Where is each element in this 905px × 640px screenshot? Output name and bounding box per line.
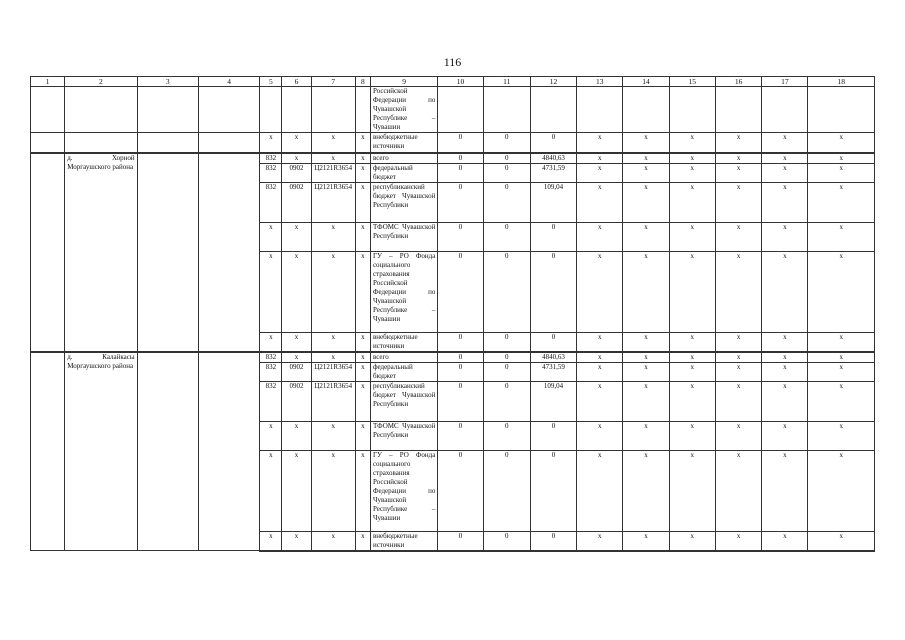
table-cell: x bbox=[355, 531, 370, 551]
table-cell: x bbox=[577, 163, 623, 182]
column-header: 3 bbox=[137, 77, 198, 87]
table-cell: x bbox=[762, 421, 808, 450]
column-header: 16 bbox=[715, 77, 761, 87]
table-cell: x bbox=[808, 332, 875, 352]
table-cell: 109,04 bbox=[530, 182, 576, 222]
table-cell: x bbox=[669, 222, 715, 251]
table-cell: 0902 bbox=[282, 381, 311, 421]
table-cell bbox=[137, 352, 198, 551]
table-body bbox=[31, 77, 875, 551]
table-cell: x bbox=[715, 251, 761, 332]
table-cell: x bbox=[762, 133, 808, 153]
table-cell: 0 bbox=[438, 421, 483, 450]
table-cell: x bbox=[762, 182, 808, 222]
table-cell: 0 bbox=[483, 332, 530, 352]
table-cell: 0 bbox=[530, 531, 576, 551]
table-cell: x bbox=[623, 133, 669, 153]
table-cell: x bbox=[762, 450, 808, 531]
table-cell: x bbox=[808, 153, 875, 164]
table-cell: x bbox=[355, 251, 370, 332]
source-cell: федеральный бюджет bbox=[370, 362, 437, 381]
column-header: 17 bbox=[762, 77, 808, 87]
table-cell: x bbox=[623, 421, 669, 450]
table-cell: x bbox=[282, 251, 311, 332]
table-cell: 0 bbox=[483, 133, 530, 153]
table-cell: x bbox=[577, 222, 623, 251]
source-cell: республиканский бюджет Чувашской Республики bbox=[370, 381, 437, 421]
table-cell bbox=[577, 87, 623, 133]
table-cell: 0902 bbox=[282, 163, 311, 182]
settlement-name: д. Хорной Моргаушского района bbox=[65, 153, 137, 352]
table-cell: x bbox=[577, 352, 623, 363]
table-cell: x bbox=[355, 332, 370, 352]
table-cell: x bbox=[282, 153, 311, 164]
table-cell: x bbox=[282, 133, 311, 153]
table-cell: 0 bbox=[438, 251, 483, 332]
table-cell: 832 bbox=[260, 352, 282, 363]
code-cell: x bbox=[311, 222, 355, 251]
table-cell: x bbox=[715, 332, 761, 352]
table-cell: 0902 bbox=[282, 182, 311, 222]
column-header: 13 bbox=[577, 77, 623, 87]
source-cell: всего bbox=[370, 153, 437, 164]
table-cell: 0 bbox=[438, 352, 483, 363]
table-cell: 0 bbox=[483, 222, 530, 251]
table-cell: x bbox=[762, 531, 808, 551]
table-cell: x bbox=[669, 163, 715, 182]
table-cell: x bbox=[669, 153, 715, 164]
table-cell: 0 bbox=[438, 153, 483, 164]
table-row bbox=[31, 87, 875, 133]
table-cell: x bbox=[762, 352, 808, 363]
table-cell: x bbox=[623, 222, 669, 251]
table-cell: x bbox=[260, 531, 282, 551]
table-cell bbox=[198, 133, 259, 153]
table-cell: x bbox=[577, 362, 623, 381]
table-cell: x bbox=[715, 163, 761, 182]
table-cell: x bbox=[669, 381, 715, 421]
table-cell: x bbox=[762, 222, 808, 251]
code-cell: Ц2121R3654 bbox=[311, 182, 355, 222]
column-header: 12 bbox=[530, 77, 576, 87]
table-cell: 0 bbox=[483, 531, 530, 551]
source-cell: внебюджетные источники bbox=[370, 531, 437, 551]
table-cell: x bbox=[715, 362, 761, 381]
table-cell bbox=[198, 153, 259, 352]
table-cell bbox=[137, 87, 198, 133]
settlement-name: д. Калайкасы Моргаушского района bbox=[65, 352, 137, 551]
table-cell: x bbox=[260, 133, 282, 153]
table-cell bbox=[483, 87, 530, 133]
table-cell bbox=[808, 87, 875, 133]
source-cell: республиканский бюджет Чувашской Республики bbox=[370, 182, 437, 222]
table-cell: x bbox=[577, 450, 623, 531]
table-cell: 0 bbox=[438, 163, 483, 182]
table-cell: x bbox=[762, 163, 808, 182]
table-cell: x bbox=[577, 133, 623, 153]
column-header: 15 bbox=[669, 77, 715, 87]
table-cell: 0 bbox=[438, 332, 483, 352]
table-cell bbox=[31, 133, 65, 153]
table-cell bbox=[623, 87, 669, 133]
table-cell: 0 bbox=[530, 450, 576, 531]
table-cell bbox=[669, 87, 715, 133]
table-cell: 832 bbox=[260, 362, 282, 381]
table-cell: x bbox=[762, 381, 808, 421]
table-cell: 0 bbox=[483, 352, 530, 363]
table-cell: x bbox=[577, 153, 623, 164]
column-header: 6 bbox=[282, 77, 311, 87]
code-cell: x bbox=[311, 531, 355, 551]
table-cell: 0 bbox=[483, 381, 530, 421]
table-cell: 4840,63 bbox=[530, 153, 576, 164]
table-cell: x bbox=[669, 421, 715, 450]
table-cell: x bbox=[623, 450, 669, 531]
table-cell: x bbox=[355, 381, 370, 421]
table-cell: 0 bbox=[530, 133, 576, 153]
table-cell: x bbox=[715, 182, 761, 222]
column-header: 7 bbox=[311, 77, 355, 87]
table-cell: x bbox=[282, 332, 311, 352]
table-cell: 0 bbox=[483, 421, 530, 450]
table-cell: 0 bbox=[530, 251, 576, 332]
table-cell: x bbox=[715, 352, 761, 363]
table-cell: x bbox=[260, 222, 282, 251]
header-row bbox=[31, 77, 875, 87]
code-cell: x bbox=[311, 153, 355, 164]
source-cell: федеральный бюджет bbox=[370, 163, 437, 182]
table-cell: 4731,59 bbox=[530, 362, 576, 381]
table-cell: x bbox=[808, 182, 875, 222]
table-cell bbox=[715, 87, 761, 133]
page-number: 116 bbox=[443, 55, 462, 69]
column-header: 8 bbox=[355, 77, 370, 87]
source-cell: ГУ – РО Фонда социального страхования Российской Федерации по Чувашской Республике – Чувашии bbox=[370, 450, 437, 531]
table-cell: x bbox=[623, 182, 669, 222]
code-cell: Ц2121R3654 bbox=[311, 381, 355, 421]
table-cell: x bbox=[577, 381, 623, 421]
table-cell: x bbox=[355, 163, 370, 182]
table-cell: 0 bbox=[438, 182, 483, 222]
code-cell: x bbox=[311, 251, 355, 332]
table-cell: x bbox=[355, 222, 370, 251]
column-header: 10 bbox=[438, 77, 483, 87]
table-cell: x bbox=[808, 352, 875, 363]
table-cell bbox=[137, 153, 198, 352]
table-cell: 0 bbox=[530, 222, 576, 251]
table-cell: 0 bbox=[438, 133, 483, 153]
table-cell: x bbox=[623, 531, 669, 551]
table-cell: x bbox=[311, 133, 355, 153]
table-cell: x bbox=[355, 352, 370, 363]
budget-table bbox=[30, 76, 875, 552]
table-cell: x bbox=[355, 421, 370, 450]
table-row bbox=[31, 133, 875, 153]
column-header: 14 bbox=[623, 77, 669, 87]
source-cell: Российской Федерации по Чувашской Республике – Чувашии bbox=[370, 87, 437, 133]
table-cell: 832 bbox=[260, 163, 282, 182]
table-cell bbox=[31, 87, 65, 133]
column-header: 1 bbox=[31, 77, 65, 87]
code-cell: Ц2121R3654 bbox=[311, 163, 355, 182]
table-cell: x bbox=[623, 153, 669, 164]
table-cell: x bbox=[577, 421, 623, 450]
table-cell: x bbox=[808, 381, 875, 421]
table-cell: x bbox=[669, 251, 715, 332]
source-cell: внебюджетные источники bbox=[370, 332, 437, 352]
table-cell: x bbox=[623, 332, 669, 352]
table-cell: x bbox=[282, 531, 311, 551]
table-cell: 0 bbox=[483, 362, 530, 381]
table-cell: x bbox=[669, 531, 715, 551]
column-header: 18 bbox=[808, 77, 875, 87]
table-cell: x bbox=[808, 222, 875, 251]
source-cell: ГУ – РО Фонда социального страхования Российской Федерации по Чувашской Республике – Чувашии bbox=[370, 251, 437, 332]
table-cell: x bbox=[355, 362, 370, 381]
table-cell: x bbox=[715, 133, 761, 153]
table-cell: 0 bbox=[530, 421, 576, 450]
table-cell bbox=[31, 352, 65, 551]
table-cell bbox=[762, 87, 808, 133]
table-cell: x bbox=[762, 362, 808, 381]
table-cell bbox=[65, 87, 137, 133]
table-cell: 4731,59 bbox=[530, 163, 576, 182]
source-cell: ТФОМС Чувашской Республики bbox=[370, 222, 437, 251]
column-header: 4 bbox=[198, 77, 259, 87]
table-cell: x bbox=[762, 332, 808, 352]
source-cell: внебюджетные источники bbox=[370, 133, 437, 153]
table-cell: 0 bbox=[483, 251, 530, 332]
table-cell: x bbox=[808, 531, 875, 551]
table-cell: x bbox=[808, 163, 875, 182]
table-row bbox=[31, 153, 875, 164]
table-row bbox=[31, 352, 875, 363]
table-cell bbox=[355, 87, 370, 133]
table-cell: x bbox=[623, 362, 669, 381]
table-cell: x bbox=[623, 352, 669, 363]
table-cell: x bbox=[577, 531, 623, 551]
code-cell: x bbox=[311, 332, 355, 352]
column-header: 2 bbox=[65, 77, 137, 87]
code-cell: x bbox=[311, 352, 355, 363]
table-cell bbox=[65, 133, 137, 153]
table-cell: x bbox=[715, 421, 761, 450]
table-cell: 0 bbox=[483, 450, 530, 531]
table-cell: 0 bbox=[438, 381, 483, 421]
table-cell: 109,04 bbox=[530, 381, 576, 421]
table-cell: x bbox=[669, 133, 715, 153]
table-cell: 4840,63 bbox=[530, 352, 576, 363]
table-cell: 0 bbox=[438, 450, 483, 531]
table-cell: 832 bbox=[260, 182, 282, 222]
table-cell: x bbox=[260, 332, 282, 352]
source-cell: всего bbox=[370, 352, 437, 363]
table-cell: x bbox=[669, 182, 715, 222]
code-cell: x bbox=[311, 421, 355, 450]
table-cell: x bbox=[577, 182, 623, 222]
code-cell: x bbox=[311, 450, 355, 531]
table-cell: x bbox=[669, 450, 715, 531]
table-cell bbox=[260, 87, 282, 133]
column-header: 5 bbox=[260, 77, 282, 87]
table-cell: 0 bbox=[438, 362, 483, 381]
table-cell bbox=[31, 153, 65, 352]
table-cell bbox=[530, 87, 576, 133]
table-cell: x bbox=[623, 381, 669, 421]
table-cell: x bbox=[808, 251, 875, 332]
table-cell bbox=[198, 87, 259, 133]
table-cell: x bbox=[762, 251, 808, 332]
source-cell: ТФОМС Чувашской Республики bbox=[370, 421, 437, 450]
table-cell bbox=[282, 87, 311, 133]
table-cell: x bbox=[715, 450, 761, 531]
table-cell: x bbox=[355, 133, 370, 153]
table-cell bbox=[137, 133, 198, 153]
table-cell: x bbox=[715, 381, 761, 421]
table-cell: x bbox=[282, 352, 311, 363]
table-cell: x bbox=[260, 450, 282, 531]
table-cell: x bbox=[282, 222, 311, 251]
table-cell: x bbox=[577, 251, 623, 332]
table-cell: x bbox=[669, 352, 715, 363]
table-cell bbox=[311, 87, 355, 133]
table-cell: x bbox=[260, 251, 282, 332]
table-cell: x bbox=[623, 251, 669, 332]
table-cell: x bbox=[808, 362, 875, 381]
table-cell: x bbox=[282, 450, 311, 531]
table-cell: x bbox=[715, 153, 761, 164]
table-cell: x bbox=[808, 133, 875, 153]
table-cell: x bbox=[808, 450, 875, 531]
table-cell: x bbox=[355, 182, 370, 222]
table-cell: 0 bbox=[483, 163, 530, 182]
table-cell bbox=[198, 352, 259, 551]
code-cell: Ц2121R3654 bbox=[311, 362, 355, 381]
table-cell: x bbox=[260, 421, 282, 450]
table-cell: x bbox=[623, 163, 669, 182]
table-cell: 832 bbox=[260, 381, 282, 421]
column-header: 11 bbox=[483, 77, 530, 87]
table-cell: 0 bbox=[483, 182, 530, 222]
table-cell: x bbox=[762, 153, 808, 164]
table-cell: x bbox=[808, 421, 875, 450]
table-cell: x bbox=[715, 531, 761, 551]
table-cell: 832 bbox=[260, 153, 282, 164]
table-cell: x bbox=[355, 153, 370, 164]
table-cell: x bbox=[282, 421, 311, 450]
table-cell: x bbox=[577, 332, 623, 352]
table-cell: 0 bbox=[438, 222, 483, 251]
column-header: 9 bbox=[370, 77, 437, 87]
table-cell: x bbox=[669, 332, 715, 352]
table-cell: 0902 bbox=[282, 362, 311, 381]
table-cell: x bbox=[355, 450, 370, 531]
table-cell: x bbox=[669, 362, 715, 381]
table-cell: 0 bbox=[483, 153, 530, 164]
table-cell: 0 bbox=[530, 332, 576, 352]
table-cell bbox=[438, 87, 483, 133]
table-cell: x bbox=[715, 222, 761, 251]
table-cell: 0 bbox=[438, 531, 483, 551]
